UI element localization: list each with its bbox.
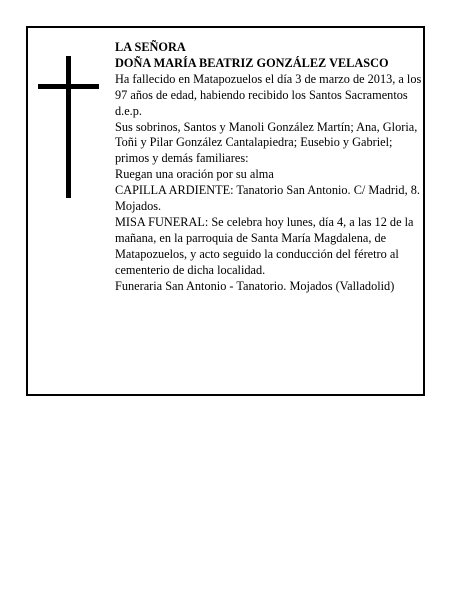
deceased-name: DOÑA MARÍA BEATRIZ GONZÁLEZ VELASCO (115, 55, 389, 70)
family-members: Sus sobrinos, Santos y Manoli González Martín; Ana, Gloria, Toñi y Pilar González Cantalapiedra; Eusebio y Gabriel; primos y demás familiares: (115, 119, 418, 166)
death-announcement: Ha fallecido en Matapozuelos el día 3 de marzo de 2013, a los 97 años de edad, habiendo recibido los Santos Sacramentos (115, 71, 422, 102)
deceased-honorific: LA SEÑORA (115, 40, 186, 54)
cross-vertical-bar (66, 56, 71, 198)
rest-in-peace-mark: d.e.p. (115, 103, 142, 118)
prayer-request: Ruegan una oración por su alma (115, 167, 274, 182)
chapel-of-rest-info: CAPILLA ARDIENTE: Tanatorio San Antonio. C/ Madrid, 8. Mojados. (115, 183, 420, 214)
cross-horizontal-bar (38, 84, 99, 89)
obituary-notice-frame (26, 26, 425, 396)
funeral-home-info: Funeraria San Antonio - Tanatorio. Mojados (Valladolid) (115, 278, 395, 293)
funeral-mass-info: MISA FUNERAL: Se celebra hoy lunes, día 4, a las 12 de la mañana, en la parroquia de Santa María Magdalena, de Matapozuelos, y acto seguido la conducción del féretro al cementerio de dicha localidad. (115, 214, 414, 277)
obituary-text-block (115, 40, 425, 295)
